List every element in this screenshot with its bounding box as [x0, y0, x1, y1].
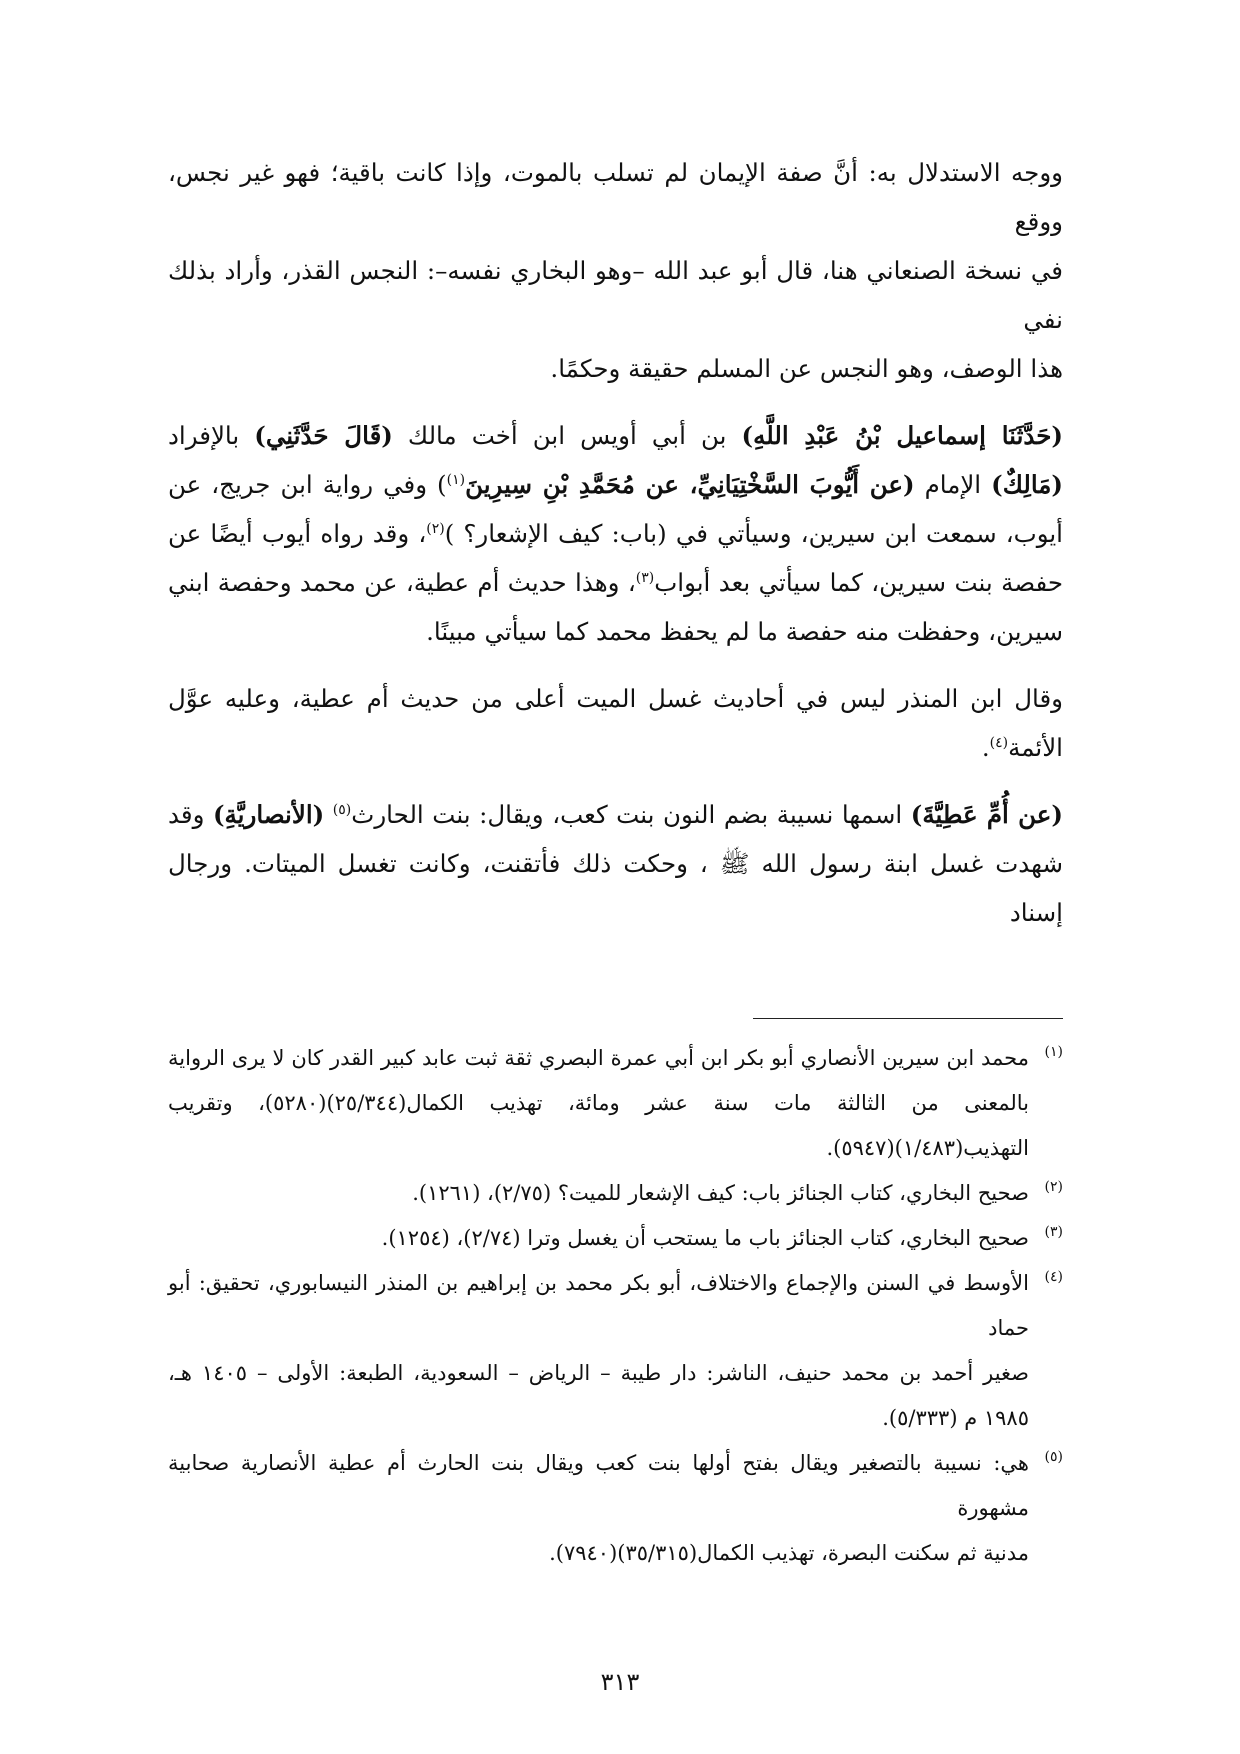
- footnote-line: صحيح البخاري، كتاب الجنائز باب: كيف الإشعار للميت؟ (٢/٧٥)، (١٢٦١).: [412, 1181, 1029, 1205]
- text-run: [324, 800, 333, 829]
- text-line: ووجه الاستدلال به: أنَّ صفة الإيمان لم تسلب بالموت، وإذا كانت باقية؛ فهو غير نجس، ووقع: [168, 158, 1063, 236]
- footnote-ref[interactable]: (٢): [426, 520, 445, 537]
- footnote-3: [168, 1216, 1063, 1261]
- page-number: ٣١٣: [600, 1668, 640, 1696]
- footnote-ref[interactable]: (٥): [332, 801, 352, 818]
- footnote-4: [168, 1261, 1063, 1441]
- footnote-number: (١): [1044, 1044, 1063, 1060]
- footnote-1: [168, 1036, 1063, 1171]
- footnote-number: (٤): [1044, 1269, 1063, 1285]
- text-run: الإمام: [914, 470, 992, 499]
- footnote-separator: [753, 1018, 1063, 1019]
- bold-phrase: (الأنصاريَّةِ): [212, 800, 325, 829]
- footnote-ref[interactable]: (٣): [635, 569, 655, 586]
- text-line: [168, 723, 1063, 772]
- text-run: الأئمة: [1008, 733, 1063, 762]
- text-run: .: [981, 733, 990, 762]
- footnote-2: [168, 1171, 1063, 1216]
- paragraph-2: [168, 411, 1063, 656]
- text-line: [168, 411, 1063, 460]
- footnote-number: (٢): [1044, 1179, 1063, 1195]
- text-line: في نسخة الصنعاني هنا، قال أبو عبد الله –وهو البخاري نفسه–: النجس القذر، وأراد بذلك نفي: [168, 256, 1063, 334]
- footnote-ref[interactable]: (١): [446, 471, 466, 488]
- text-run: أيوب، سمعت ابن سيرين، وسيأتي في (باب: كيف الإشعار؟ ): [444, 519, 1063, 548]
- bold-phrase: (قَالَ حَدَّثَنِي): [254, 421, 393, 450]
- text-line: هذا الوصف، وهو النجس عن المسلم حقيقة وحكمًا.: [550, 354, 1063, 383]
- paragraph-3: [168, 674, 1063, 772]
- footnote-line: صغير أحمد بن محمد حنيف، الناشر: دار طيبة – الرياض – السعودية، الطبعة: الأولى – ١٤٠٥ هـ،: [168, 1361, 1029, 1385]
- text-run: ، وقد رواه أيوب أيضًا عن: [168, 519, 427, 548]
- footnote-line: هي: نسيبة بالتصغير ويقال بفتح أولها بنت كعب ويقال بنت الحارث أم عطية الأنصارية صحابية مشهورة: [168, 1451, 1029, 1520]
- text-line: سيرين، وحفظت منه حفصة ما لم يحفظ محمد كما سيأتي مبينًا.: [426, 617, 1063, 646]
- text-run: حفصة بنت سيرين، كما سيأتي بعد أبواب: [654, 568, 1064, 597]
- text-run: ، وهذا حديث أم عطية، عن محمد وحفصة ابني: [168, 568, 636, 597]
- footnote-line: بالمعنى من الثالثة مات سنة عشر ومائة، تهذيب الكمال(٢٥/٣٤٤)(٥٢٨٠)، وتقريب: [168, 1091, 1029, 1115]
- text-line: شهدت غسل ابنة رسول الله ﷺ ، وحكت ذلك فأتقنت، وكانت تغسل الميتات. ورجال إسناد: [168, 849, 1063, 927]
- bold-phrase: (حَدَّثَنَا إسماعيل بْنُ عَبْدِ اللَّهِ): [741, 421, 1063, 450]
- paragraph-4: [168, 790, 1063, 937]
- footnote-line: ١٩٨٥ م (٥/٣٣٣).: [882, 1406, 1029, 1430]
- footnote-line: مدنية ثم سكنت البصرة، تهذيب الكمال(٣٥/٣١٥)(٧٩٤٠).: [549, 1541, 1029, 1565]
- footnote-5: [168, 1441, 1063, 1576]
- text-run: بالإفراد: [168, 421, 255, 450]
- bold-phrase: (مَالِكٌ): [991, 470, 1063, 499]
- text-line: [168, 558, 1063, 607]
- text-run: اسمها نسيبة بضم النون بنت كعب، ويقال: بنت الحارث: [351, 800, 911, 829]
- footnote-number: (٣): [1044, 1224, 1063, 1240]
- footnotes: [168, 1036, 1063, 1576]
- footnote-ref[interactable]: (٤): [989, 734, 1009, 751]
- text-run: وقد: [168, 800, 213, 829]
- text-run: بن أبي أويس ابن أخت مالك: [392, 421, 742, 450]
- bold-phrase: (عن أَيُّوبَ السَّخْتِيَانِيِّ، عن مُحَمَّدِ بْنِ سِيرِينَ: [465, 470, 915, 499]
- text-line: [168, 460, 1063, 509]
- footnote-line: التهذيب(١/٤٨٣)(٥٩٤٧).: [826, 1136, 1029, 1160]
- text-line: [168, 790, 1063, 839]
- text-line: وقال ابن المنذر ليس في أحاديث غسل الميت أعلى من حديث أم عطية، وعليه عوَّل: [168, 684, 1063, 713]
- footnote-number: (٥): [1044, 1449, 1063, 1465]
- text-run: ) وفي رواية ابن جريج، عن: [168, 470, 447, 499]
- footnote-line: محمد ابن سيرين الأنصاري أبو بكر ابن أبي عمرة البصري ثقة ثبت عابد كبير القدر كان لا يرى الرواية: [168, 1046, 1029, 1070]
- footnote-line: الأوسط في السنن والإجماع والاختلاف، أبو بكر محمد بن إبراهيم بن المنذر النيسابوري، تحقيق: أبو حماد: [168, 1271, 1029, 1340]
- paragraph-1: [168, 148, 1063, 393]
- text-line: [168, 509, 1063, 558]
- bold-phrase: (عن أُمِّ عَطِيَّةَ): [910, 800, 1063, 829]
- footnote-line: صحيح البخاري، كتاب الجنائز باب ما يستحب أن يغسل وترا (٢/٧٤)، (١٢٥٤).: [381, 1226, 1029, 1250]
